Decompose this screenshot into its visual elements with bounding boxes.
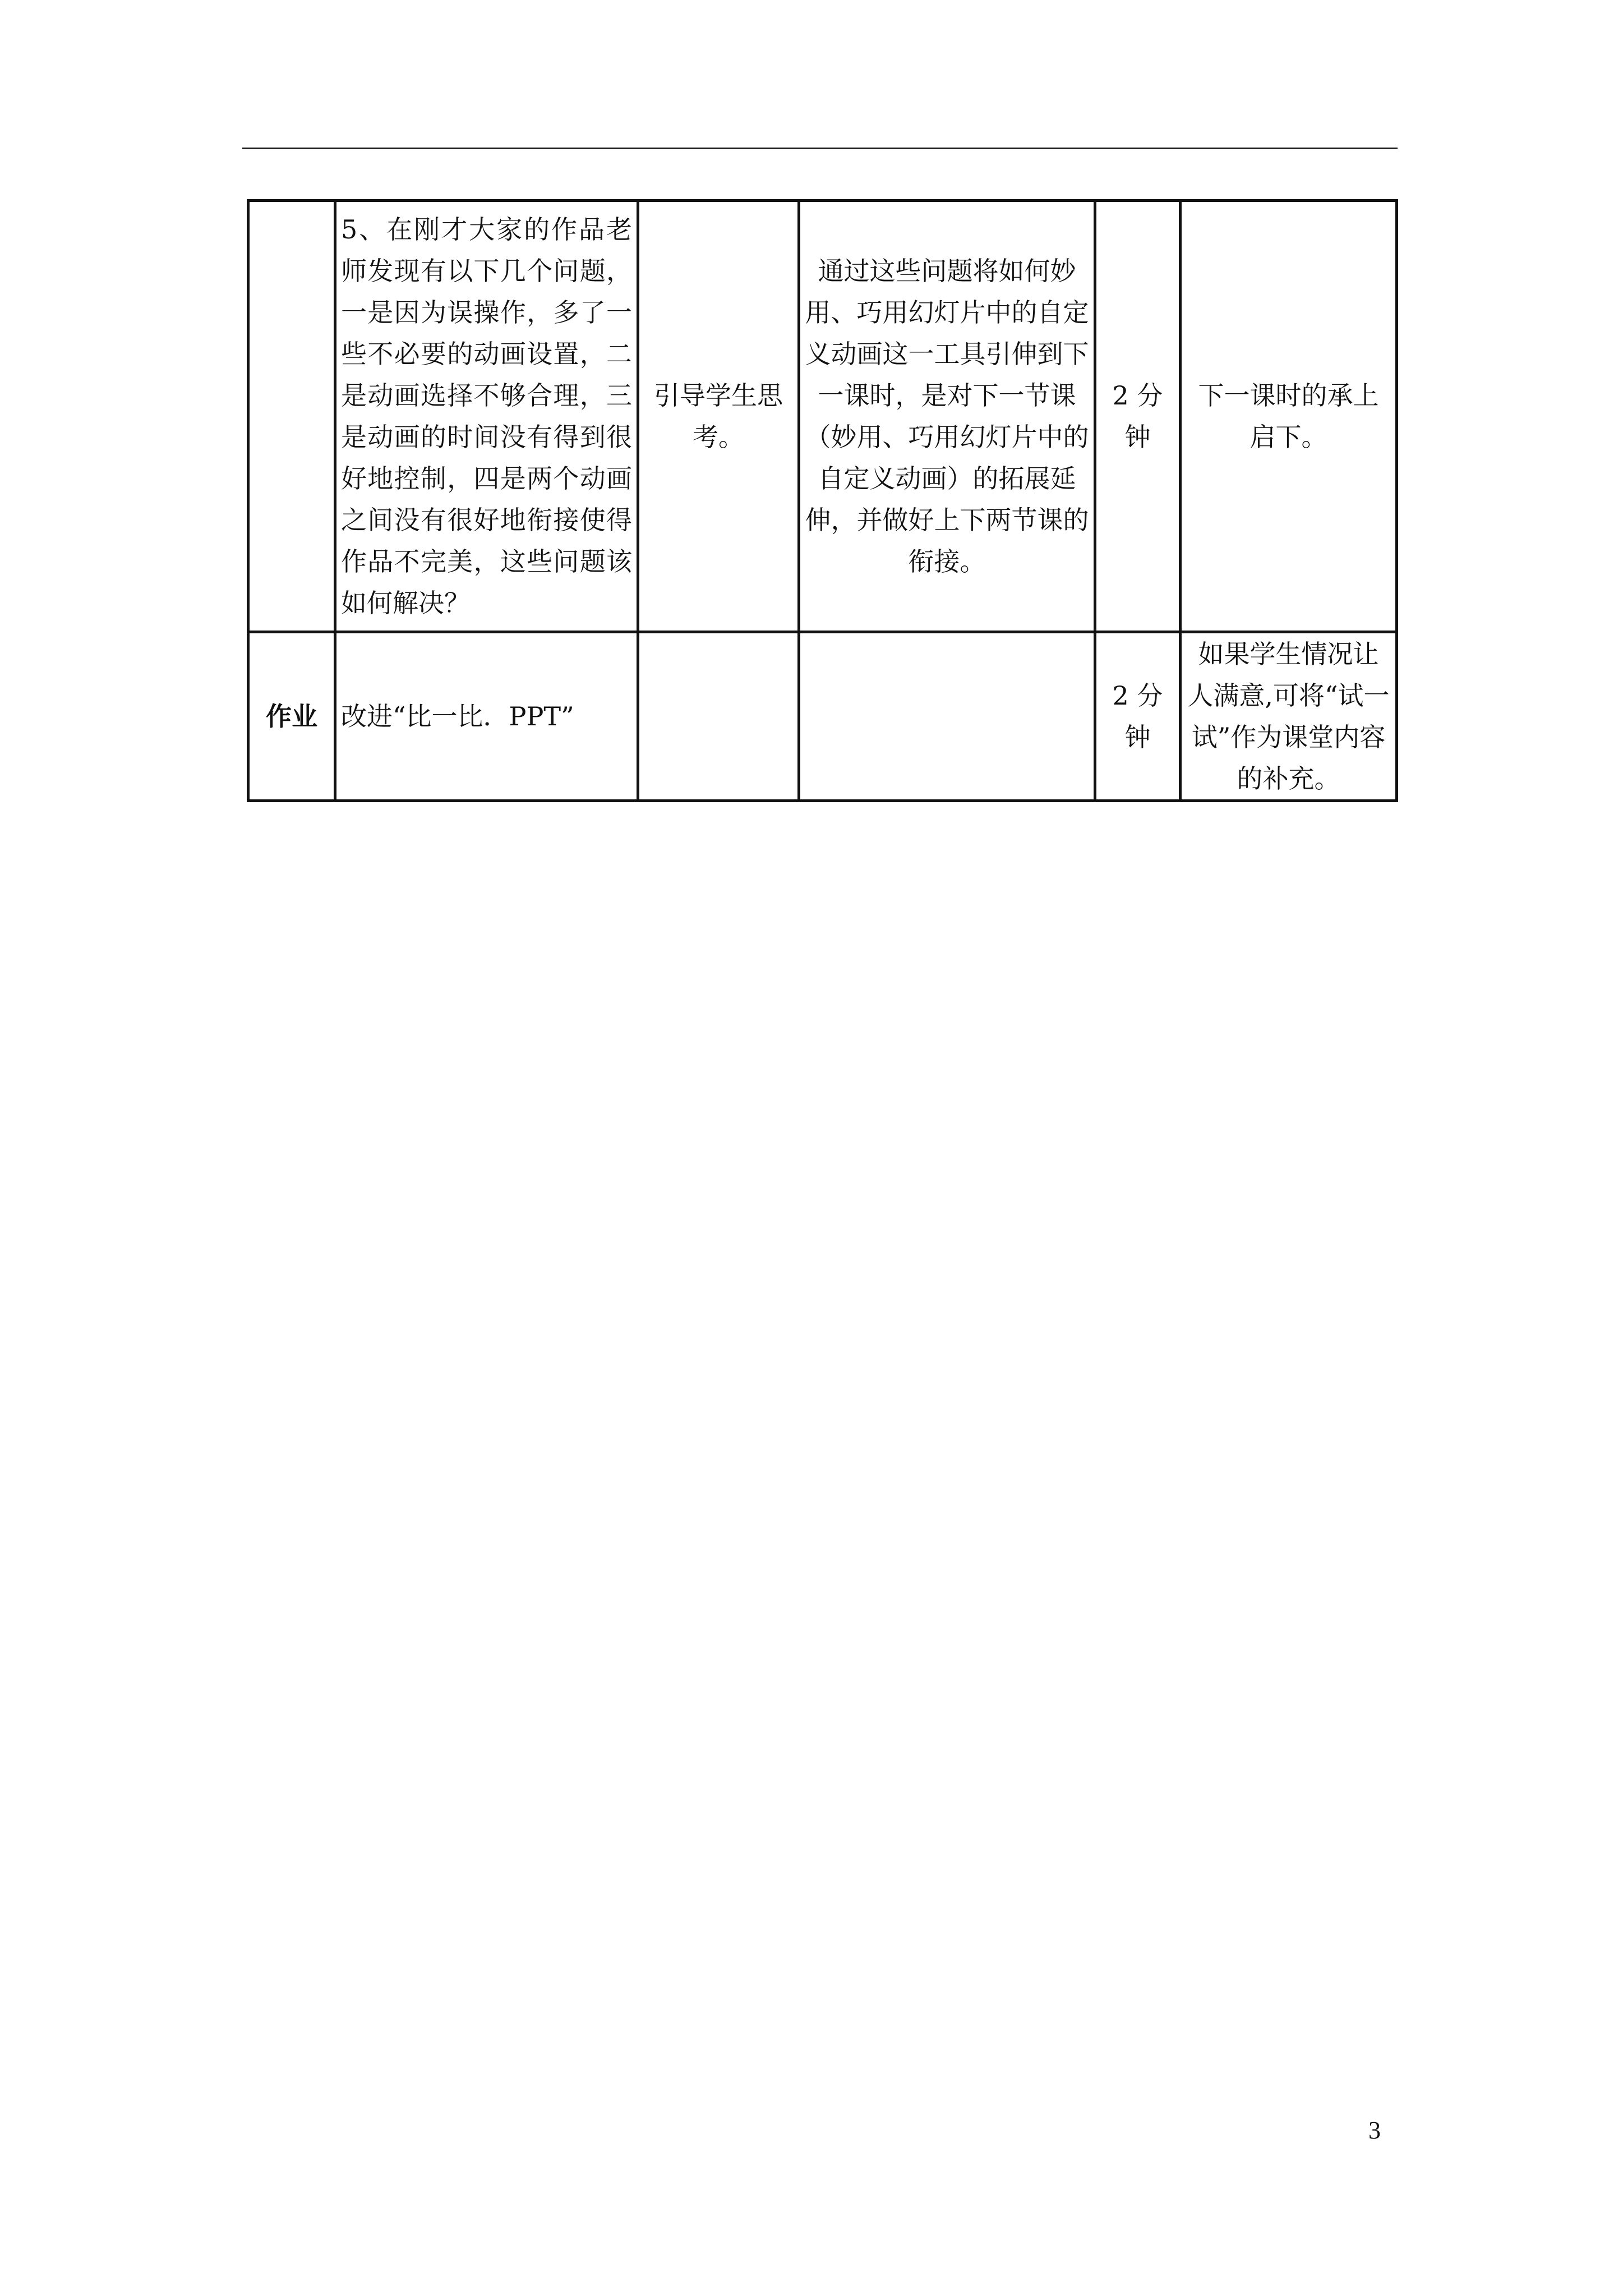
- design-intent-cell: 通过这些问题将如何妙用、巧用幻灯片中的自定义动画这一工具引伸到下一课时，是对下一节课（妙用、巧用幻灯片中的自定义动画）的拓展延伸，并做好上下两节课的衔接。: [799, 201, 1095, 632]
- time-cell: 2 分钟: [1095, 632, 1181, 801]
- note-cell: 如果学生情况让人满意,可将“试一试”作为课堂内容的补充。: [1181, 632, 1397, 801]
- lesson-plan-table: [247, 199, 1398, 802]
- table-row: [248, 632, 1397, 801]
- design-intent-cell: [799, 632, 1095, 801]
- time-cell: 2 分钟: [1095, 201, 1181, 632]
- student-activity-cell: 引导学生思考。: [638, 201, 799, 632]
- teaching-content-cell: 5、在刚才大家的作品老师发现有以下几个问题，一是因为误操作，多了一些不必要的动画设置，二是动画选择不够合理，三是动画的时间没有得到很好地控制，四是两个动画之间没有很好地衔接使得作品不完美，这些问题该如何解决？: [335, 201, 638, 632]
- note-cell: 下一课时的承上启下。: [1181, 201, 1397, 632]
- student-activity-cell: [638, 632, 799, 801]
- table-row: [248, 201, 1397, 632]
- page-number: 3: [1368, 2116, 1381, 2144]
- stage-label-cell: [248, 201, 335, 632]
- stage-label-cell: 作业: [248, 632, 335, 801]
- header-rule: [242, 148, 1398, 149]
- teaching-content-cell: 改进“比一比．PPT”: [335, 632, 638, 801]
